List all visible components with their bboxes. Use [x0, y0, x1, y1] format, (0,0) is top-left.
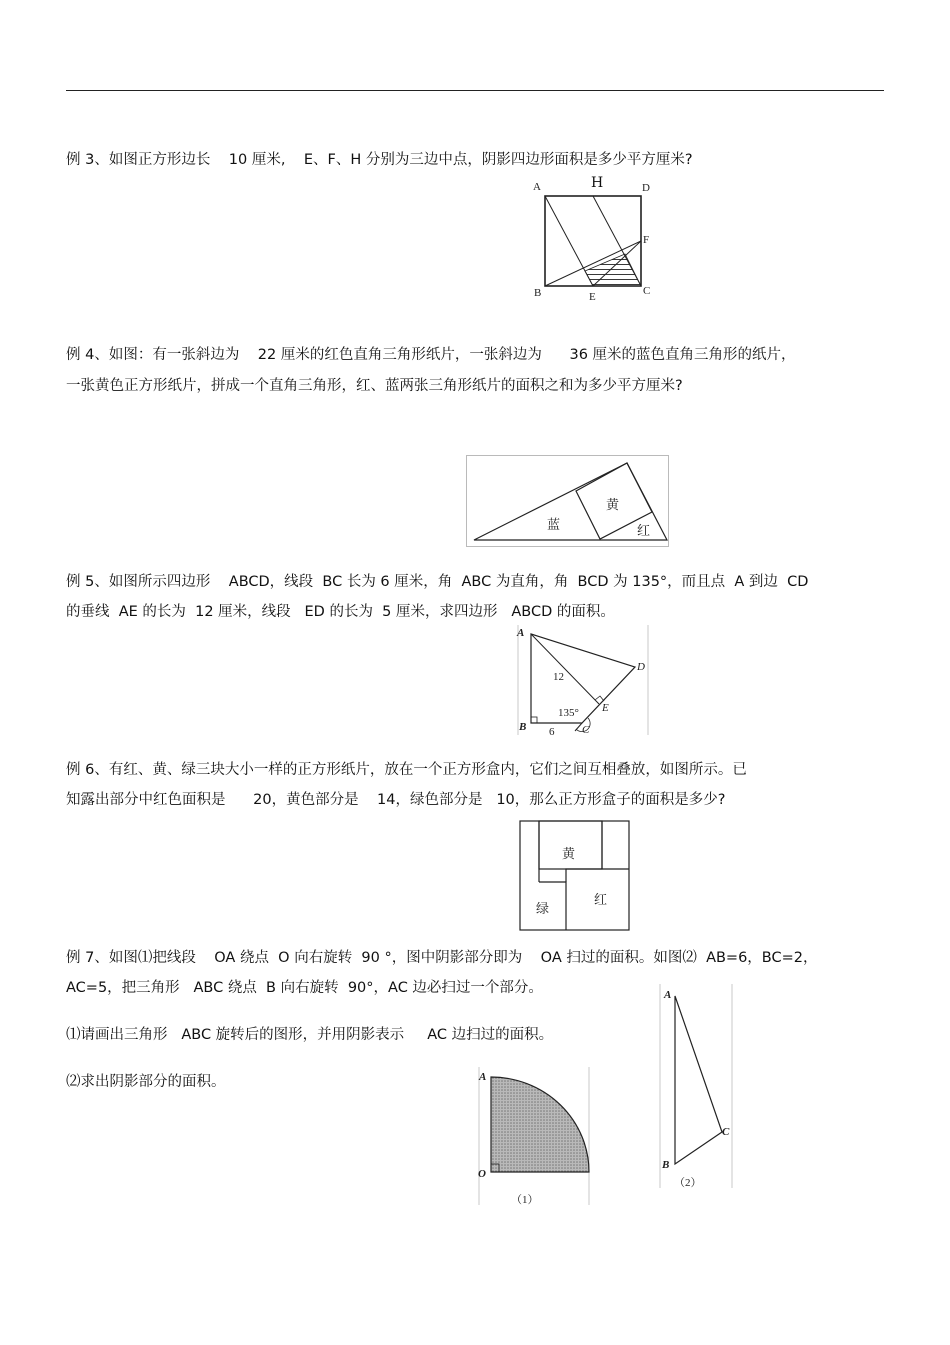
- example-3-square-figure: [528, 172, 658, 304]
- example-7-figure-1: [474, 1065, 592, 1207]
- label-c: C: [643, 285, 651, 297]
- example-3-text: 例 3、如图正方形边长 10 厘米, E、F、H 分别为三边中点，阴影四边形面积是多少平方厘米?: [66, 152, 693, 168]
- example-7-figure-2: [658, 982, 736, 1192]
- example-4-triangle-figure: [466, 455, 670, 548]
- label-ae-length: 12: [553, 671, 564, 683]
- example-6-line1: 例 6、有红、黄、绿三块大小一样的正方形纸片，放在一个正方形盒内，它们之间互相叠放，如图所示。已: [66, 762, 747, 778]
- example-6-box-figure: [519, 820, 631, 932]
- example-7-line2: AC=5，把三角形 ABC 绕点 B 向右旋转 90°，AC 边必扫过一个部分。: [66, 980, 543, 996]
- example-5-line2: 的垂线 AE 的长为 12 厘米，线段 ED 的长为 5 厘米，求四边形 ABCD 的面积。: [66, 604, 615, 620]
- figure-1-caption: （1）: [511, 1194, 539, 1206]
- header-rule: [66, 90, 884, 91]
- example-4-line2: 一张黄色正方形纸片，拼成一个直角三角形，红、蓝两张三角形纸片的面积之和为多少平方厘米?: [66, 378, 683, 394]
- example-5-quadrilateral-figure: [514, 625, 650, 737]
- label-blue: 蓝: [547, 518, 561, 533]
- label-angle: 135°: [558, 707, 579, 719]
- label-d: D: [637, 661, 645, 673]
- label-bc-length: 6: [549, 726, 555, 737]
- label-green: 绿: [536, 902, 550, 917]
- label-d: D: [642, 182, 650, 194]
- label-e: E: [602, 702, 609, 714]
- example-5-line1: 例 5、如图所示四边形 ABCD，线段 BC 长为 6 厘米，角 ABC 为直角，角 BCD 为 135°，而且点 A 到边 CD: [66, 574, 809, 590]
- label-red: 红: [637, 524, 651, 539]
- label-c: C: [722, 1126, 730, 1138]
- example-7-question2: ⑵求出阴影部分的面积。: [66, 1074, 226, 1090]
- label-b: B: [662, 1159, 670, 1171]
- label-yellow: 黄: [606, 498, 620, 513]
- example-7-question1: ⑴请画出三角形 ABC 旋转后的图形，并用阴影表示 AC 边扫过的面积。: [66, 1027, 554, 1043]
- example-7-line1: 例 7、如图⑴把线段 OA 绕点 O 向右旋转 90 °，图中阴影部分即为 OA 扫过的面积。如图⑵ AB=6，BC=2，: [66, 950, 818, 966]
- example-6-line2: 知露出部分中红色面积是 20，黄色部分是 14，绿色部分是 10，那么正方形盒子的面积是多少?: [66, 792, 726, 808]
- label-h: H: [591, 175, 604, 191]
- example-4-line1: 例 4、如图：有一张斜边为 22 厘米的红色直角三角形纸片，一张斜边为 36 厘米的蓝色直角三角形的纸片，: [66, 347, 796, 363]
- label-e: E: [589, 291, 596, 303]
- figure-2-caption: （2）: [674, 1177, 702, 1189]
- label-f: F: [643, 234, 650, 246]
- label-a: A: [664, 989, 672, 1001]
- label-o: O: [478, 1168, 486, 1180]
- label-b: B: [519, 721, 527, 733]
- label-b: B: [534, 287, 542, 299]
- label-a: A: [517, 627, 525, 639]
- label-a: A: [533, 181, 541, 193]
- label-red: 红: [594, 893, 608, 908]
- label-c: C: [582, 724, 590, 736]
- label-yellow: 黄: [562, 847, 576, 862]
- label-a: A: [479, 1071, 487, 1083]
